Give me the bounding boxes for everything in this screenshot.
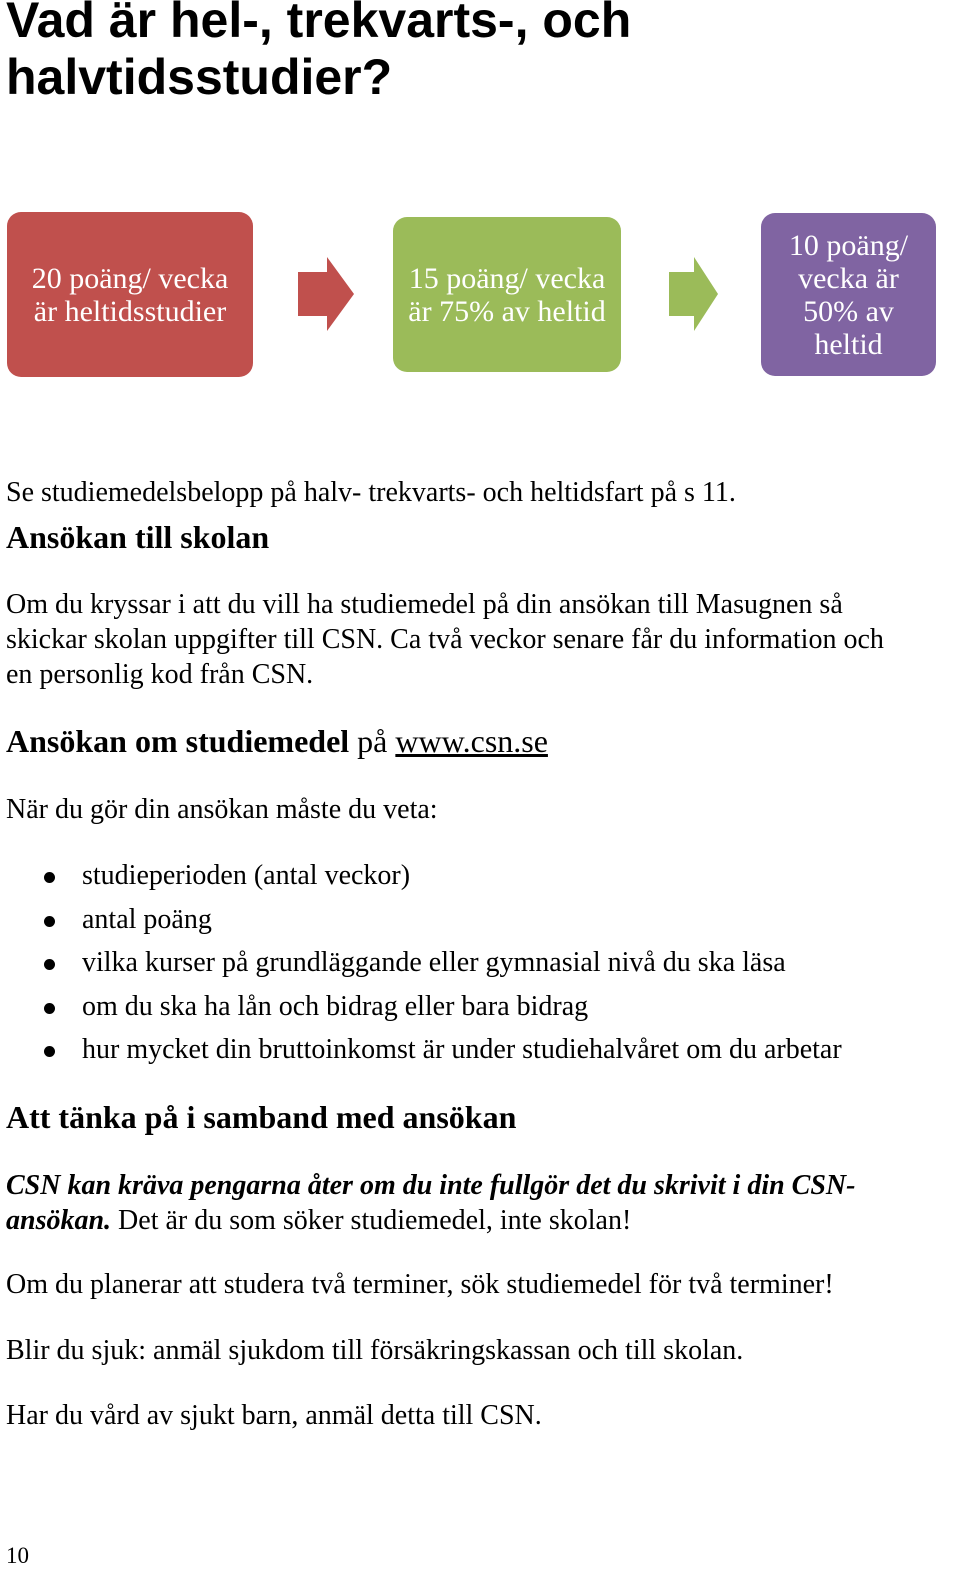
paragraph-line: skickar skolan uppgifter till CSN. Ca två veckor senare får du information och [6,624,884,655]
list-item: hur mycket din bruttoinkomst är under studiehalvåret om du arbetar [0,1030,842,1074]
paragraph: Blir du sjuk: anmäl sjukdom till försäkringskassan och till skolan. [6,1335,744,1366]
amount-note: Se studiemedelsbelopp på halv- trekvarts- och heltidsfart på s 11. [6,477,736,508]
list-item: studieperioden (antal veckor) [0,856,842,900]
page-number: 10 [6,1543,29,1568]
heading-study-aid-application [6,722,548,760]
flow-box-half-time: 10 poäng/ vecka är 50% av heltid [761,213,936,376]
heading-things-to-consider: Att tänka på i samband med ansökan [6,1099,517,1135]
flow-box-three-quarter: 15 poäng/ vecka är 75% av heltid [393,217,621,372]
warning-emphasis: ansökan. [6,1205,112,1236]
warning-plain: Det är du som söker studiemedel, inte skolan! [111,1205,632,1236]
list-intro: När du gör din ansökan måste du veta: [6,794,438,825]
list-item: antal poäng [0,900,842,944]
paragraph-line: en personlig kod från CSN. [6,659,314,690]
page-title: Vad är hel-, trekvarts-, och halvtidsstudier? [6,0,632,105]
paragraph: Har du vård av sjukt barn, anmäl detta till CSN. [6,1400,542,1431]
heading-plain-part: på [349,723,396,759]
warning-line [6,1168,855,1203]
paragraph-line: Om du kryssar i att du vill ha studiemedel på din ansökan till Masugnen så [6,589,843,620]
list-item: om du ska ha lån och bidrag eller bara bidrag [0,987,842,1031]
flow-box-fulltime: 20 poäng/ vecka är heltidsstudier [7,212,253,377]
arrow-right-icon [669,257,718,331]
heading-school-application: Ansökan till skolan [6,519,270,555]
warning-emphasis: CSN kan kräva pengarna åter om du inte fullgör det du skrivit i din CSN- [6,1170,856,1201]
csn-link[interactable]: www.csn.se [395,723,548,759]
heading-bold-part: Ansökan om studiemedel [6,723,350,759]
arrow-right-icon [298,257,354,331]
list-item: vilka kurser på grundläggande eller gymnasial nivå du ska läsa [0,943,842,987]
warning-line [6,1203,631,1238]
requirements-list [0,856,842,1074]
paragraph: Om du planerar att studera två terminer, sök studiemedel för två terminer! [6,1269,834,1300]
